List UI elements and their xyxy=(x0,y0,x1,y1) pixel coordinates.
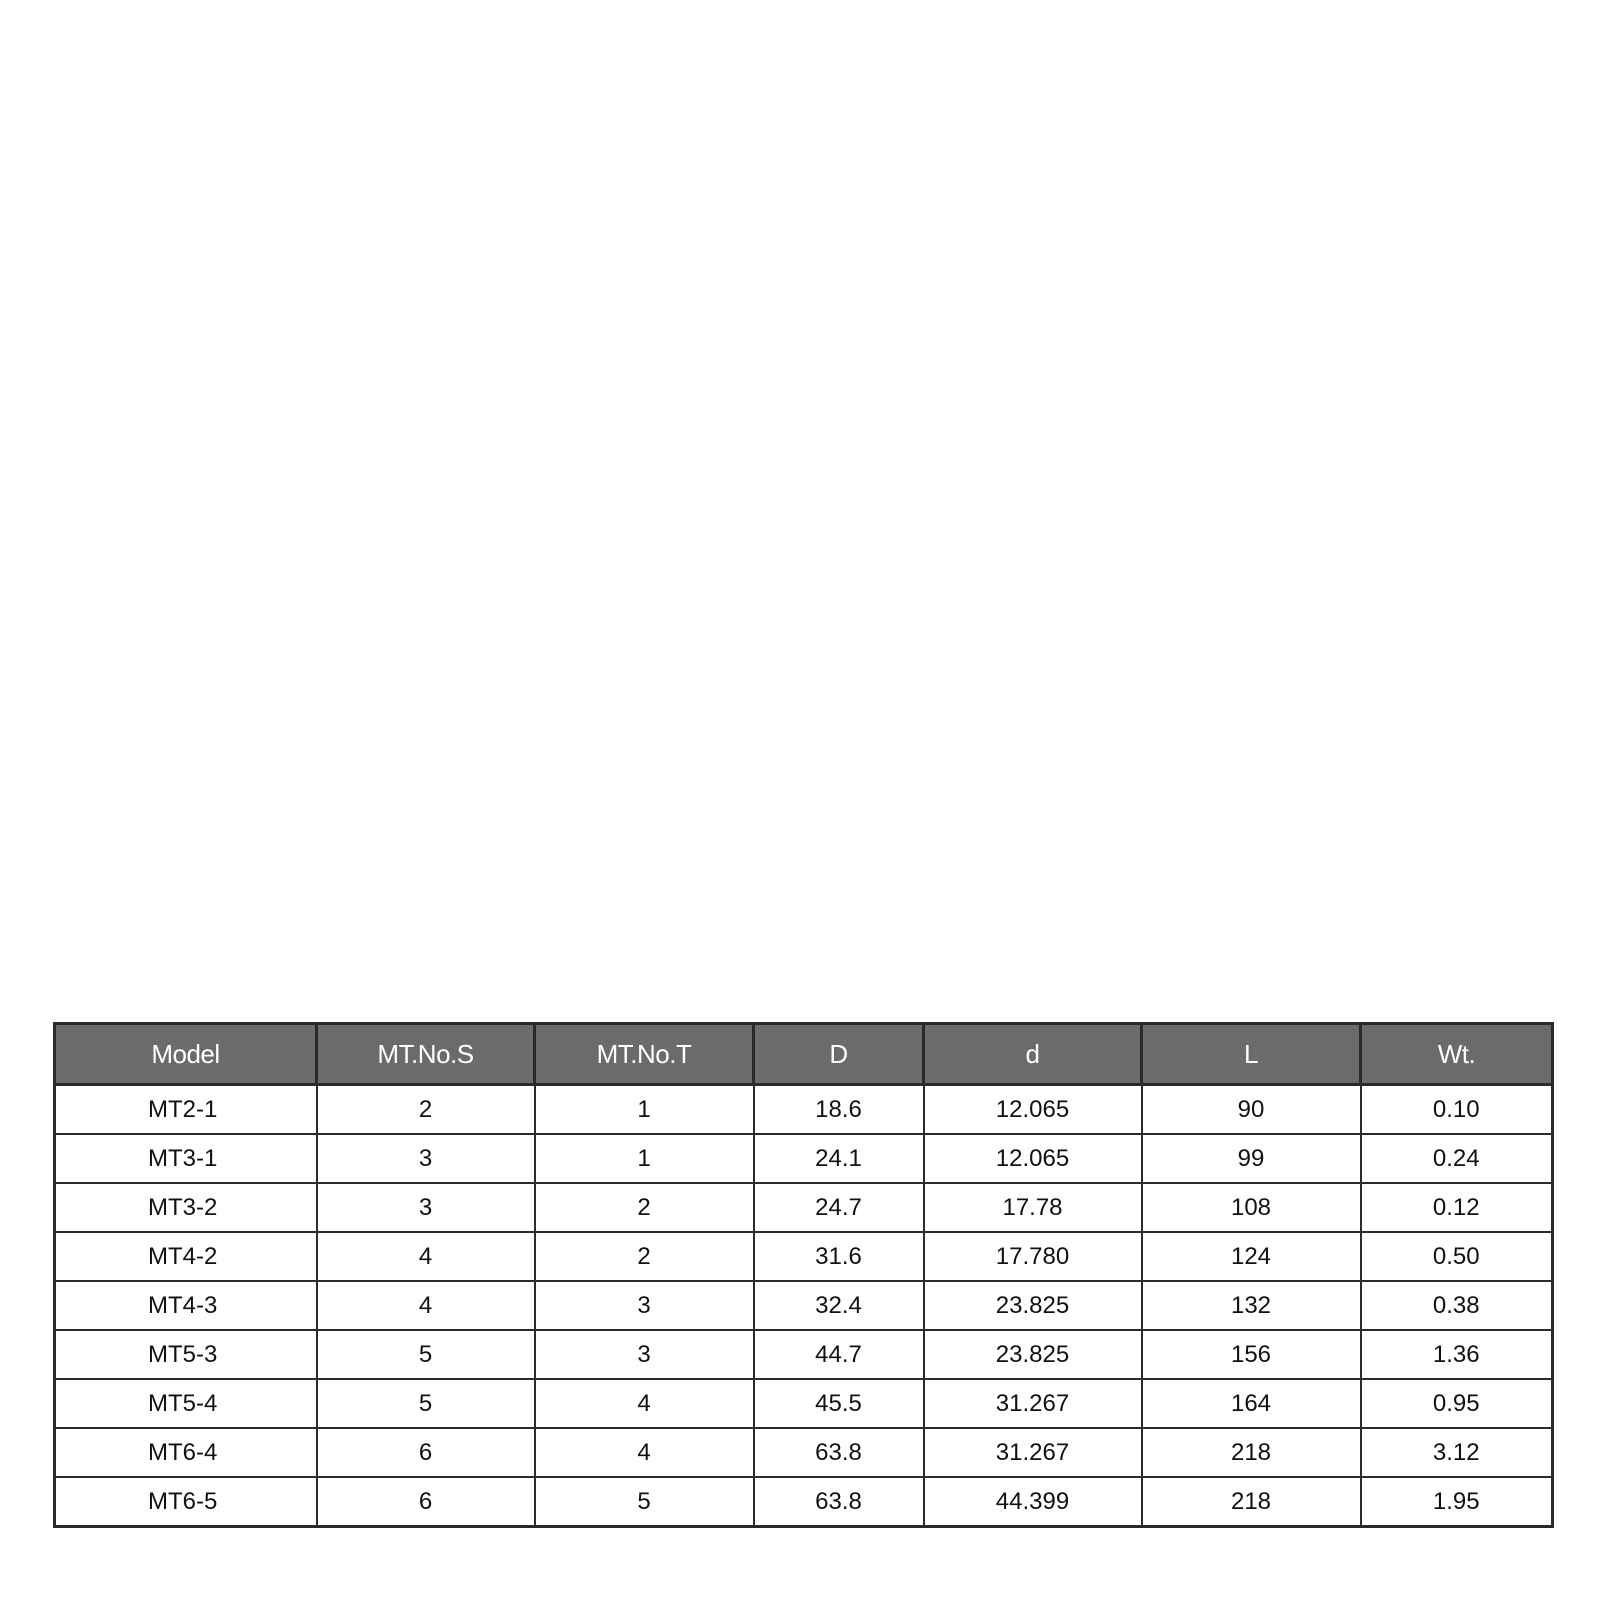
cell-model: MT6-5 xyxy=(55,1477,317,1527)
table-row xyxy=(55,1477,1553,1527)
cell-d-lower: 31.267 xyxy=(924,1428,1142,1477)
spec-table xyxy=(53,1022,1554,1528)
cell-d-upper: 18.6 xyxy=(754,1085,924,1135)
cell-wt: 3.12 xyxy=(1361,1428,1553,1477)
cell-mt-no-t: 4 xyxy=(535,1379,754,1428)
table-row xyxy=(55,1379,1553,1428)
header-mt-no-t: MT.No.T xyxy=(535,1024,754,1085)
table-row xyxy=(55,1085,1553,1135)
cell-l: 132 xyxy=(1142,1281,1361,1330)
cell-mt-no-s: 4 xyxy=(317,1232,535,1281)
cell-wt: 0.10 xyxy=(1361,1085,1553,1135)
cell-model: MT2-1 xyxy=(55,1085,317,1135)
cell-l: 99 xyxy=(1142,1134,1361,1183)
header-wt: Wt. xyxy=(1361,1024,1553,1085)
header-d-lower: d xyxy=(924,1024,1142,1085)
cell-wt: 1.95 xyxy=(1361,1477,1553,1527)
cell-d-upper: 63.8 xyxy=(754,1428,924,1477)
cell-d-upper: 45.5 xyxy=(754,1379,924,1428)
cell-mt-no-t: 1 xyxy=(535,1085,754,1135)
table-row xyxy=(55,1183,1553,1232)
cell-wt: 0.95 xyxy=(1361,1379,1553,1428)
cell-mt-no-s: 6 xyxy=(317,1428,535,1477)
cell-d-lower: 17.780 xyxy=(924,1232,1142,1281)
cell-model: MT5-3 xyxy=(55,1330,317,1379)
cell-mt-no-s: 4 xyxy=(317,1281,535,1330)
cell-l: 124 xyxy=(1142,1232,1361,1281)
cell-l: 156 xyxy=(1142,1330,1361,1379)
cell-d-lower: 31.267 xyxy=(924,1379,1142,1428)
cell-d-upper: 32.4 xyxy=(754,1281,924,1330)
cell-d-upper: 44.7 xyxy=(754,1330,924,1379)
cell-mt-no-t: 2 xyxy=(535,1232,754,1281)
cell-mt-no-s: 3 xyxy=(317,1134,535,1183)
cell-d-lower: 12.065 xyxy=(924,1085,1142,1135)
cell-wt: 0.38 xyxy=(1361,1281,1553,1330)
cell-l: 164 xyxy=(1142,1379,1361,1428)
cell-l: 218 xyxy=(1142,1477,1361,1527)
cell-mt-no-t: 2 xyxy=(535,1183,754,1232)
cell-mt-no-t: 3 xyxy=(535,1281,754,1330)
cell-model: MT5-4 xyxy=(55,1379,317,1428)
cell-mt-no-s: 5 xyxy=(317,1330,535,1379)
cell-mt-no-t: 4 xyxy=(535,1428,754,1477)
cell-d-lower: 23.825 xyxy=(924,1330,1142,1379)
cell-wt: 1.36 xyxy=(1361,1330,1553,1379)
cell-d-upper: 63.8 xyxy=(754,1477,924,1527)
table-row xyxy=(55,1134,1553,1183)
cell-d-lower: 23.825 xyxy=(924,1281,1142,1330)
cell-wt: 0.50 xyxy=(1361,1232,1553,1281)
cell-model: MT4-2 xyxy=(55,1232,317,1281)
cell-mt-no-t: 1 xyxy=(535,1134,754,1183)
header-d-upper: D xyxy=(754,1024,924,1085)
cell-model: MT6-4 xyxy=(55,1428,317,1477)
table-header-row xyxy=(55,1024,1553,1085)
cell-wt: 0.12 xyxy=(1361,1183,1553,1232)
cell-mt-no-t: 3 xyxy=(535,1330,754,1379)
cell-model: MT4-3 xyxy=(55,1281,317,1330)
table-row xyxy=(55,1232,1553,1281)
header-mt-no-s: MT.No.S xyxy=(317,1024,535,1085)
cell-l: 90 xyxy=(1142,1085,1361,1135)
cell-mt-no-s: 2 xyxy=(317,1085,535,1135)
cell-d-upper: 31.6 xyxy=(754,1232,924,1281)
cell-wt: 0.24 xyxy=(1361,1134,1553,1183)
cell-l: 218 xyxy=(1142,1428,1361,1477)
cell-mt-no-s: 6 xyxy=(317,1477,535,1527)
table-row xyxy=(55,1330,1553,1379)
table-row xyxy=(55,1281,1553,1330)
cell-d-lower: 12.065 xyxy=(924,1134,1142,1183)
header-l: L xyxy=(1142,1024,1361,1085)
cell-mt-no-t: 5 xyxy=(535,1477,754,1527)
table-row xyxy=(55,1428,1553,1477)
cell-mt-no-s: 3 xyxy=(317,1183,535,1232)
cell-model: MT3-1 xyxy=(55,1134,317,1183)
cell-d-upper: 24.1 xyxy=(754,1134,924,1183)
cell-d-lower: 17.78 xyxy=(924,1183,1142,1232)
header-model: Model xyxy=(55,1024,317,1085)
cell-l: 108 xyxy=(1142,1183,1361,1232)
cell-model: MT3-2 xyxy=(55,1183,317,1232)
cell-mt-no-s: 5 xyxy=(317,1379,535,1428)
cell-d-upper: 24.7 xyxy=(754,1183,924,1232)
cell-d-lower: 44.399 xyxy=(924,1477,1142,1527)
